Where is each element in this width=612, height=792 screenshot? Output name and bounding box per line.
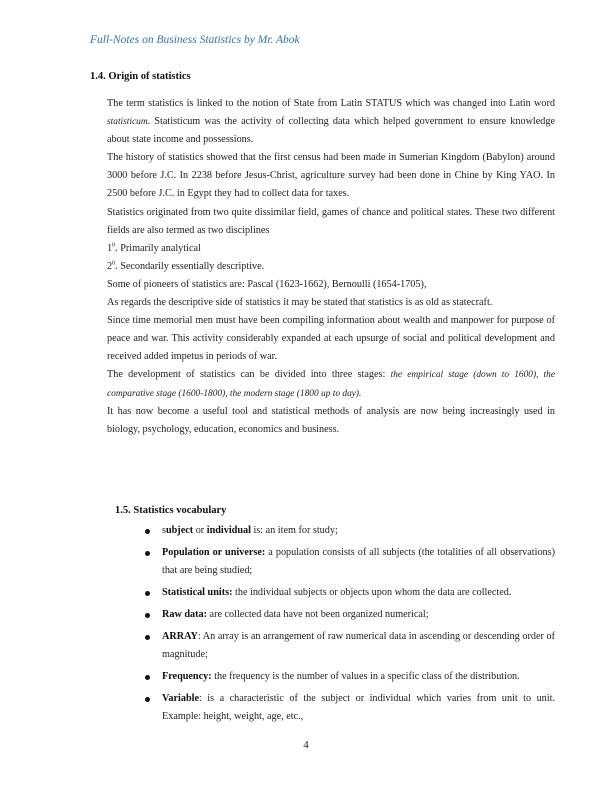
term: ARRAY [162,631,198,642]
vocabulary-list [162,522,555,730]
num: 1 [107,242,113,254]
paragraph: It has now become a useful tool and statistical methods of analysis are now being increasingly used in biology, psychology, education, economics and business. [107,405,555,435]
definition: : An array is an arrangement of raw numerical data in ascending or descending order of magnitude; [162,631,555,660]
definition: the frequency is the number of values in a specific class of the distribution. [211,671,520,682]
section-origin-body [107,95,555,439]
section-heading-origin: 1.4. Origin of statistics [90,71,191,82]
list-item [162,690,555,726]
list-item [162,584,555,602]
definition: the individual subjects or objects upon whom the data are collected. [232,587,512,598]
paragraph: Some of pioneers of statistics are: Pascal (1623-1662), Bernoulli (1654-1705), [107,278,427,290]
italic-term: statisticum [107,117,148,128]
term: Raw data: [162,609,207,620]
num: 2 [107,260,113,272]
text: . Statisticum was the activity of collecting data which helped government to ensure knowledge about state income and possessions. [107,116,555,146]
paragraph: Statistics originated from two quite dissimilar field, games of chance and political states. These two different fields are also termed as two disciplines [107,206,555,236]
text: or [193,525,207,536]
list-item [162,606,555,624]
text: The development of statistics can be divided into three stages: [107,369,391,381]
italic-stages: the empirical stage (down to 1600), the comparative stage (1600-1800), the modern stage (1800 up to day). [107,370,556,399]
page-number: 4 [303,739,309,751]
term: Frequency: [162,671,212,682]
section-heading-vocabulary: 1.5. Statistics vocabulary [115,505,227,516]
sup: 0 [112,260,116,267]
text: . Primarily analytical [115,242,201,254]
list-line [107,240,555,258]
term: individual [206,525,251,536]
definition: : is a characteristic of the subject or individual which varies from unit to unit. Example: height, weight, age, etc., [162,693,555,722]
definition: a population consists of all subjects (the totalities of all observations) that are being studied; [162,547,555,576]
term: ubject [165,525,194,536]
list-item [162,668,555,686]
list-line [107,258,555,276]
paragraph: As regards the descriptive side of statistics it may be stated that statistics is as old as statecraft. [107,297,493,309]
paragraph [107,366,555,402]
paragraph: Since time memorial men must have been compiling information about wealth and manpower for purpose of peace and war. This activity considerably expanded at each upsurge of social and political development and received added impetus in periods of war. [107,315,555,363]
text: The term statistics is linked to the notion of State from Latin STATUS which was changed into Latin word [107,98,555,109]
term: Statistical units: [162,587,233,598]
running-header: Full-Notes on Business Statistics by Mr. Abok [90,34,300,46]
term: Variable [162,693,199,704]
list-item [162,628,555,664]
text: . Secondarily essentially descriptive. [115,260,265,272]
list-item [162,544,555,580]
list-item [162,522,555,540]
sup: 0 [112,242,116,249]
definition: is: an item for study; [250,525,338,536]
definition: are collected data have not been organized numerical; [207,609,429,620]
text: s [162,525,166,536]
term: Population or universe: [162,547,266,558]
paragraph [107,95,555,149]
paragraph: The history of statistics showed that the first census had been made in Sumerian Kingdom (Babylon) around 3000 before J.C. In 2238 before Jesus-Christ, agriculture survey had been done in Chine by King YAO. In 2500 before J.C. in Egypt they had to collect data for taxes. [107,152,555,200]
